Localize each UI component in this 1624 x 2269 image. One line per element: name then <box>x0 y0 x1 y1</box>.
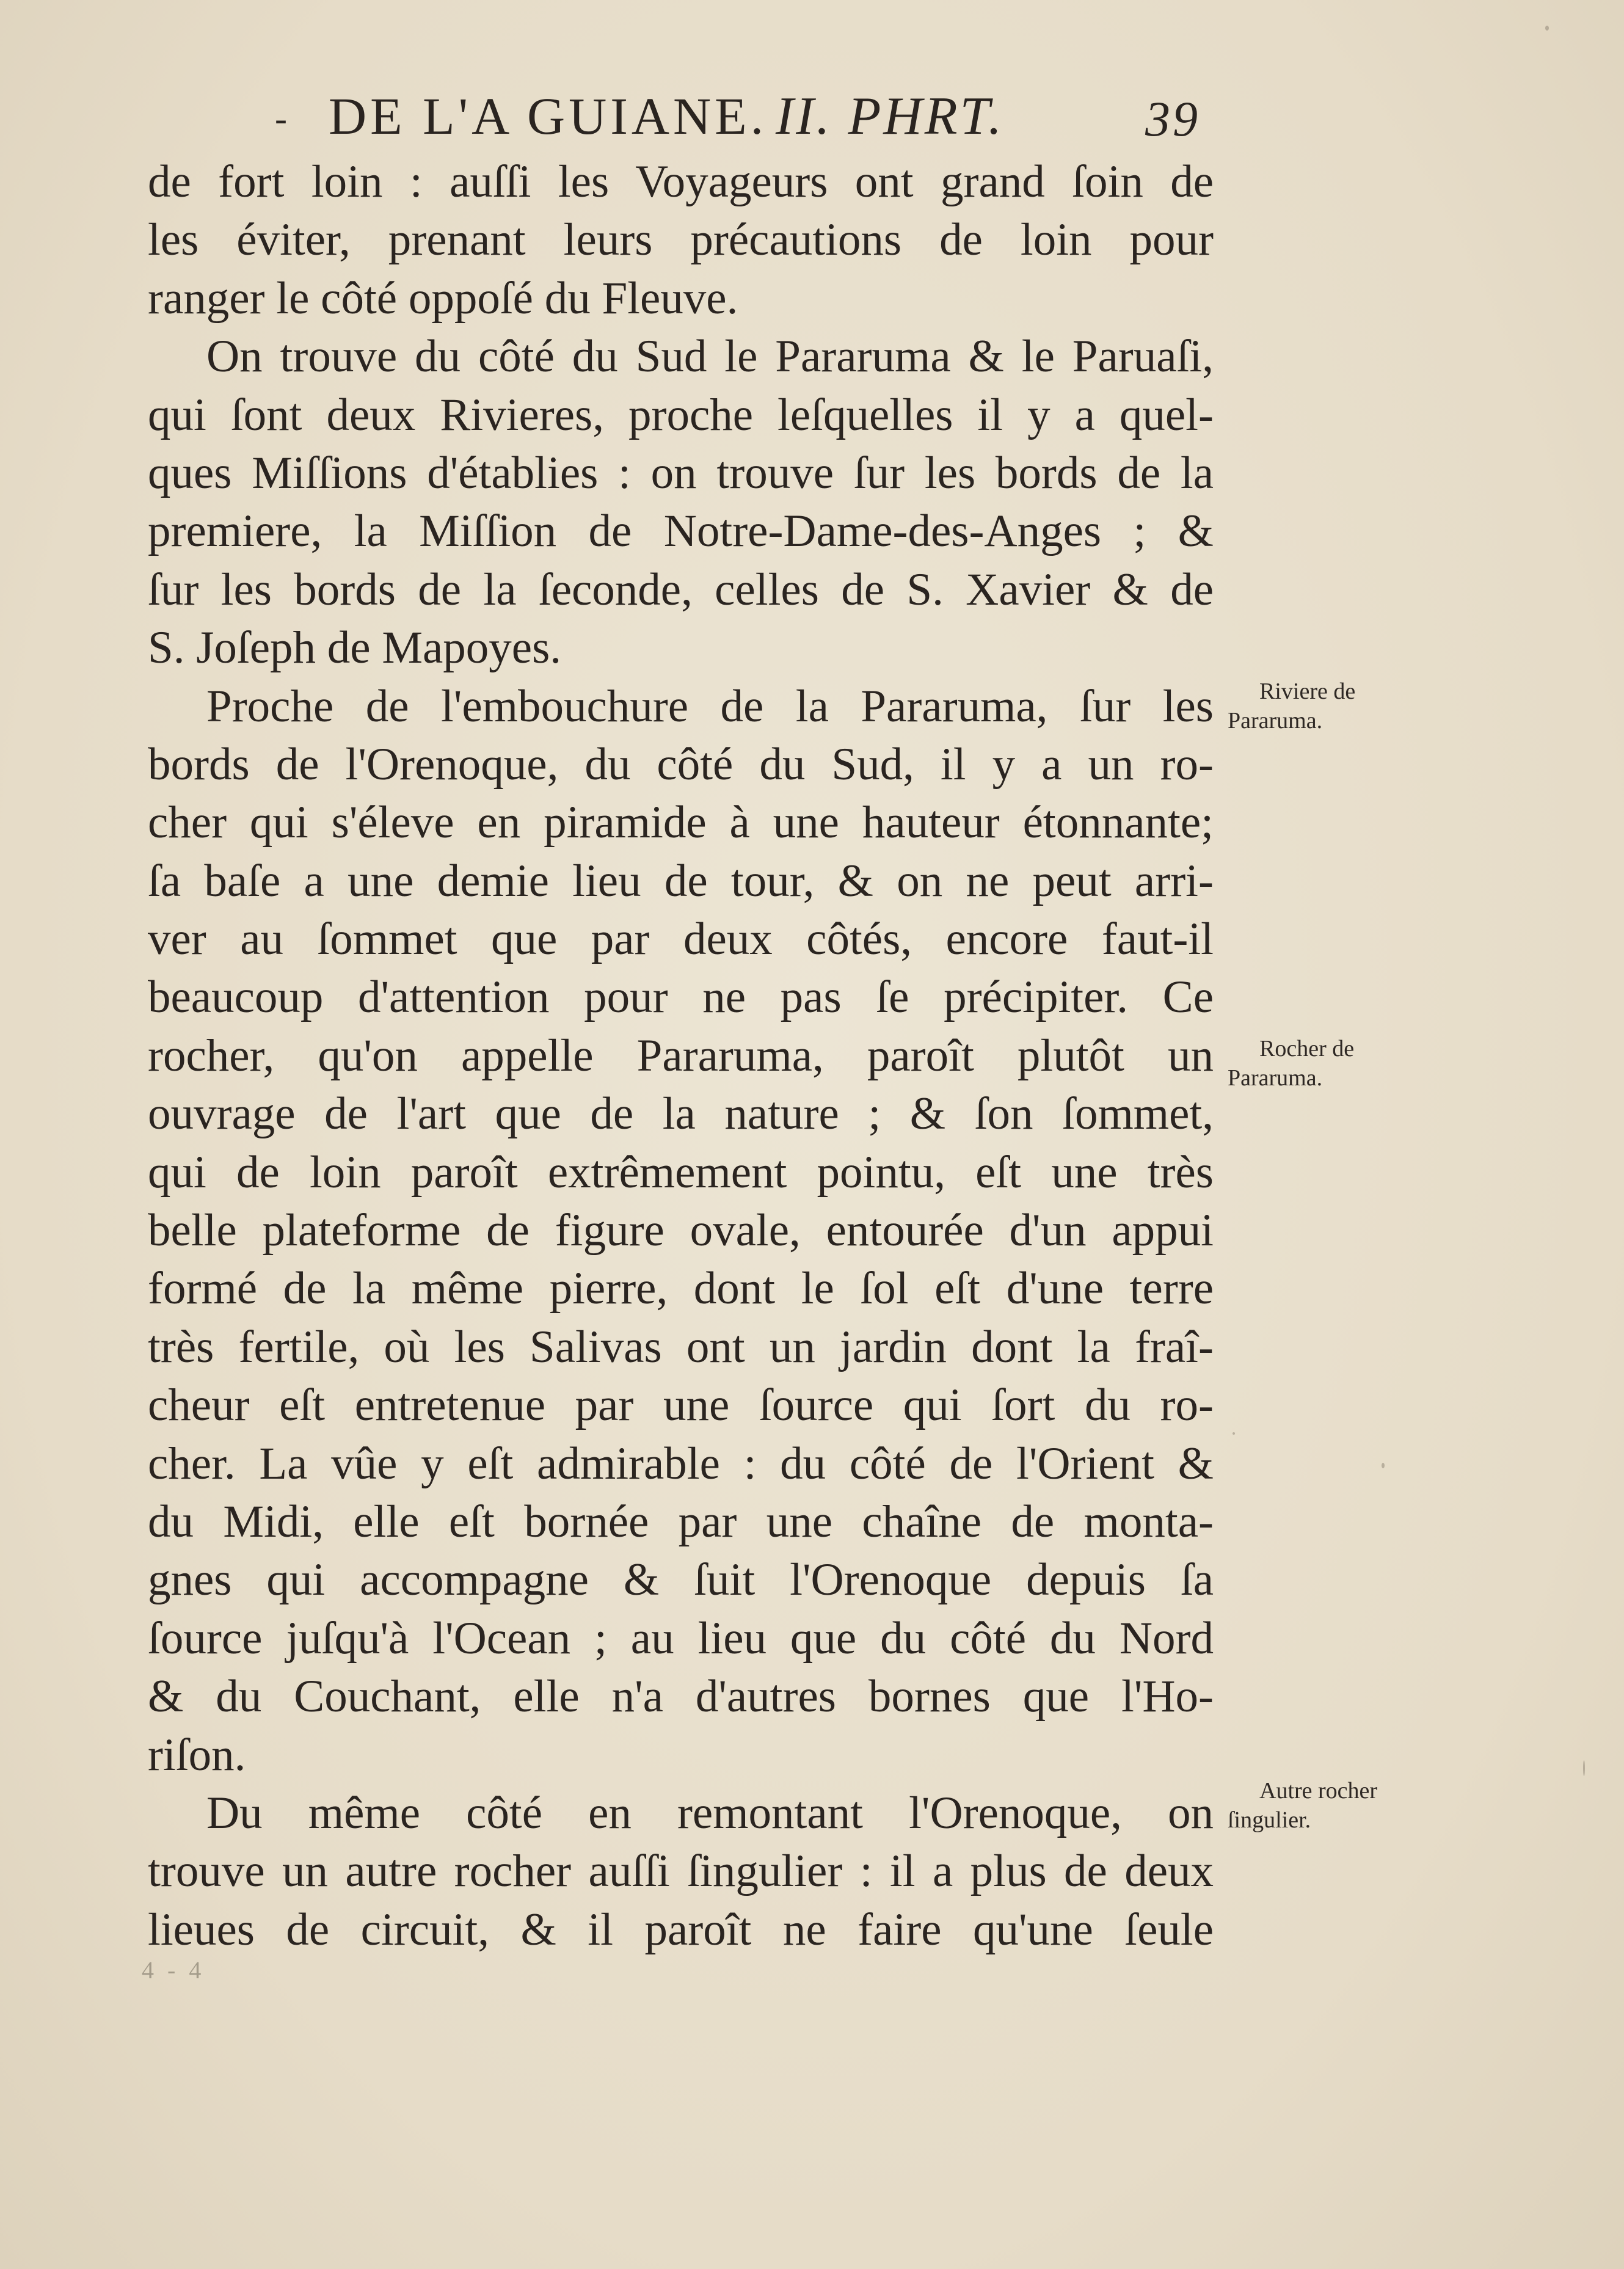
body-line-14: ver au ſommet que par deux côtés, encore faut-il <box>148 914 1214 965</box>
running-head-dash: - <box>275 98 289 139</box>
body-line-22: cheur eſt entretenue par une ſource qui ſort du ro- <box>148 1380 1214 1431</box>
body-line-2: les éviter, prenant leurs précautions de loin pour <box>148 214 1214 266</box>
body-line-3: ranger le côté oppoſé du Fleuve. <box>148 272 738 324</box>
margin-note-line: Pararuma. <box>1228 708 1323 734</box>
body-line-1: de fort loin : auſſi les Voyageurs ont grand ſoin de <box>148 156 1214 207</box>
margin-note-rocher <box>1228 1034 1411 1093</box>
paper-speck <box>1233 1432 1235 1435</box>
paper-speck <box>1583 1760 1585 1776</box>
margin-note-riviere <box>1228 677 1411 735</box>
margin-note-line: Rocher de <box>1259 1036 1355 1062</box>
body-line-12: cher qui s'éleve en piramide à une hauteur étonnante; <box>148 797 1214 848</box>
body-line-8: ſur les bords de la ſeconde, celles de S. Xavier & de <box>148 564 1214 615</box>
body-line-15: beaucoup d'attention pour ne pas ſe précipiter. Ce <box>148 972 1214 1023</box>
body-line-21: très fertile, où les Salivas ont un jardin dont la fraî- <box>148 1321 1214 1372</box>
paper-speck <box>1545 26 1549 31</box>
running-head <box>275 86 1228 153</box>
page-number: 39 <box>1145 91 1200 147</box>
body-line-20: formé de la même pierre, dont le ſol eſt d'une terre <box>148 1263 1214 1314</box>
body-line-10: Proche de l'embouchure de la Pararuma, ſur les <box>206 680 1214 732</box>
body-text <box>148 153 1214 1959</box>
body-line-30: trouve un autre rocher auſſi ſingulier : il a plus de deux <box>148 1846 1214 1897</box>
body-line-19: belle plateforme de figure ovale, entourée d'un appui <box>148 1205 1214 1256</box>
body-line-24: du Midi, elle eſt bornée par une chaîne de monta- <box>148 1496 1214 1547</box>
body-line-13: ſa baſe a une demie lieu de tour, & on ne peut arri- <box>148 855 1214 906</box>
body-line-23: cher. La vûe y eſt admirable : du côté de l'Orient & <box>148 1438 1214 1489</box>
body-line-11: bords de l'Orenoque, du côté du Sud, il y a un ro- <box>148 738 1214 790</box>
body-line-7: premiere, la Miſſion de Notre-Dame-des-Anges ; & <box>148 506 1214 557</box>
body-line-4: On trouve du côté du Sud le Pararuma & le Paruaſi, <box>206 331 1214 382</box>
body-line-5: qui ſont deux Rivieres, proche leſquelles il y a quel- <box>148 389 1214 440</box>
margin-note-line: Riviere de <box>1259 679 1356 704</box>
body-line-17: ouvrage de l'art que de la nature ; & ſon ſommet, <box>148 1088 1214 1140</box>
margin-note-line: Autre rocher <box>1259 1778 1378 1804</box>
body-line-28: riſon. <box>148 1729 246 1780</box>
body-line-25: gnes qui accompagne & ſuit l'Orenoque depuis ſa <box>148 1554 1214 1606</box>
body-line-18: qui de loin paroît extrêmement pointu, eſt une très <box>148 1146 1214 1198</box>
body-line-27: & du Couchant, elle n'a d'autres bornes que l'Ho- <box>148 1671 1214 1722</box>
running-head-part: II. PHRT. <box>776 87 1005 146</box>
margin-note-line: Pararuma. <box>1228 1065 1323 1091</box>
paper-speck <box>1382 1463 1385 1468</box>
margin-note-line: ſingulier. <box>1228 1807 1311 1833</box>
catchword: 4 - 4 <box>142 1956 205 1984</box>
body-line-6: ques Miſſions d'établies : on trouve ſur les bords de la <box>148 447 1214 498</box>
body-line-26: ſource juſqu'à l'Ocean ; au lieu que du côté du Nord <box>148 1612 1214 1664</box>
body-line-29: Du même côté en remontant l'Orenoque, on <box>206 1787 1214 1838</box>
body-line-9: S. Joſeph de Mapoyes. <box>148 622 562 674</box>
body-line-31: lieues de circuit, & il paroît ne faire qu'une ſeule <box>148 1904 1214 1955</box>
body-line-16: rocher, qu'on appelle Pararuma, paroît plutôt un <box>148 1030 1214 1081</box>
margin-note-autre-rocher <box>1228 1776 1411 1835</box>
running-head-title: DE L'A GUIANE. <box>329 87 768 145</box>
